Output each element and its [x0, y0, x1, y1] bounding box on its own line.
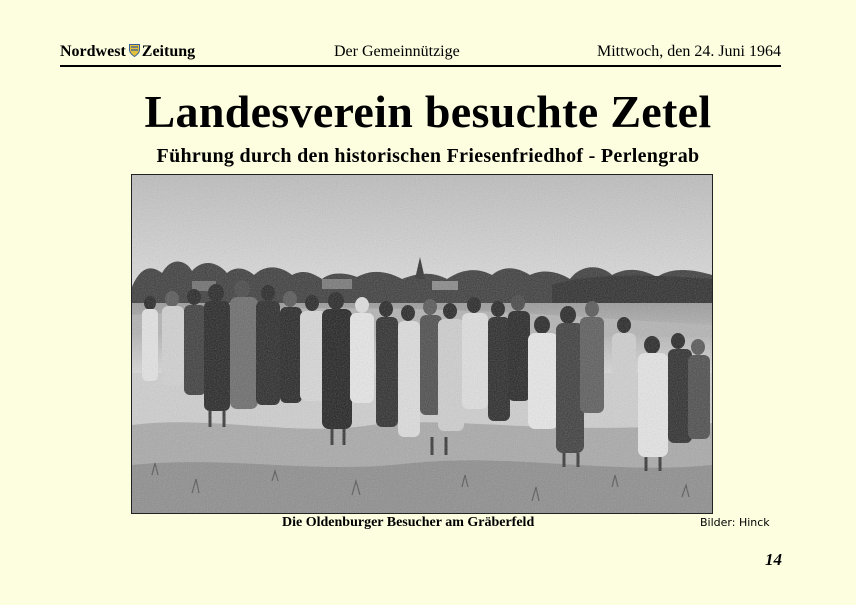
issue-date: Mittwoch, den 24. Juni 1964 [597, 43, 781, 60]
subheadline: Führung durch den historischen Friesenfriedhof - Perlengrab [156, 145, 700, 167]
photo-credit: Bilder: Hinck [700, 516, 770, 529]
headline: Landesverein besuchte Zetel [144, 86, 712, 137]
photo-caption: Die Oldenburger Besucher am Gräberfeld [282, 515, 535, 530]
publisher-name-part2: Zeitung [141, 43, 196, 60]
section-name: Der Gemeinnützige [334, 43, 460, 60]
crest-icon [129, 44, 140, 57]
publisher-name [60, 43, 195, 61]
article-photo [131, 174, 713, 514]
masthead [60, 43, 781, 67]
page-number: 14 [765, 550, 782, 569]
publisher-name-part1: Nordwest [60, 43, 126, 60]
photo-illustration [132, 175, 712, 513]
